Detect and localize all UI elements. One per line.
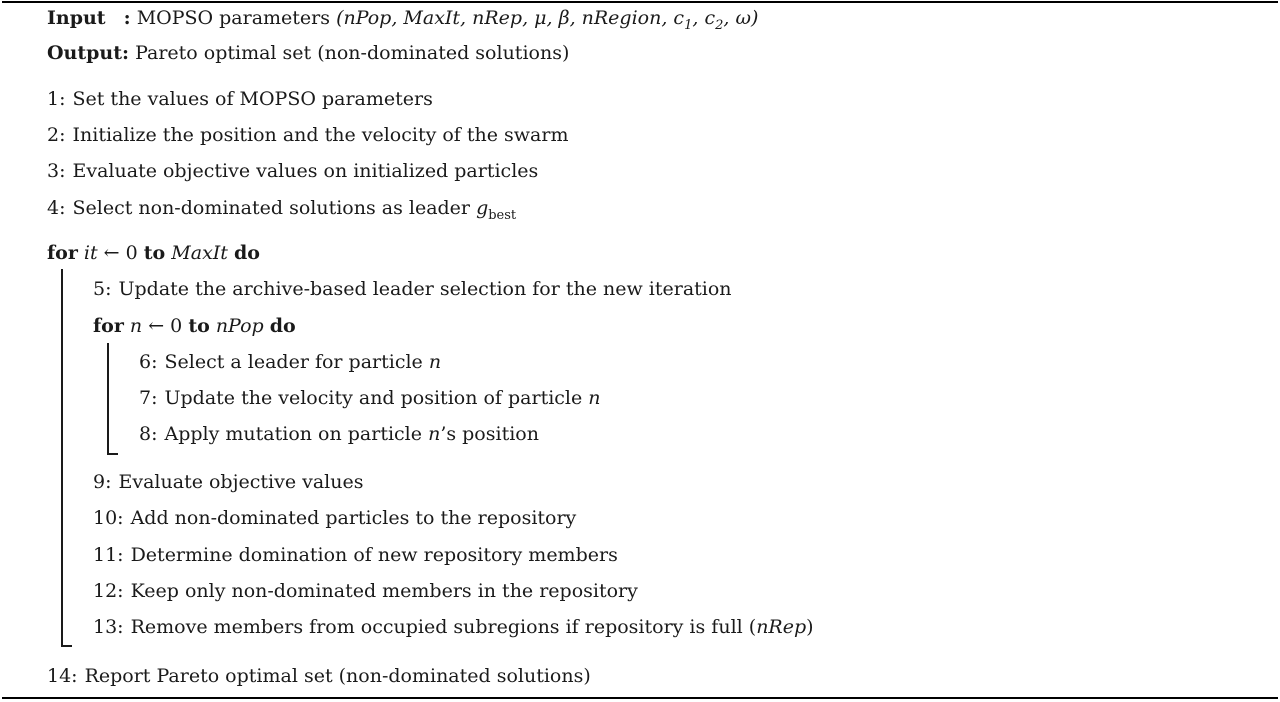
inner-loop-foot (107, 453, 118, 455)
inner-for-line: for n ← 0 to nPop do (93, 315, 296, 337)
gbest-symbol: $g_{best}$ (476, 197, 517, 223)
step-14: 14: Report Pareto optimal set (non-dominated solutions) (47, 665, 591, 687)
output-line (47, 41, 569, 65)
step-3: 3: Evaluate objective values on initialized particles (47, 160, 539, 182)
input-label: Input (47, 7, 106, 29)
input-line (47, 6, 759, 33)
input-params: (nPop, MaxIt, nRep, μ, β, nRegion, $c_1$, $c_2$, ω) (336, 7, 759, 33)
step-13: 13: Remove members from occupied subregions if repository is full (nRep) (93, 616, 814, 638)
step-10: 10: Add non-dominated particles to the repository (93, 507, 577, 529)
input-colon: : (123, 7, 131, 29)
step-6: 6: Select a leader for particle n (139, 351, 442, 373)
step-9: 9: Evaluate objective values (93, 471, 364, 493)
output-label: Output: (47, 42, 130, 64)
step-7: 7: Update the velocity and position of particle n (139, 387, 601, 409)
top-rule (2, 1, 1278, 3)
step-2: 2: Initialize the position and the velocity of the swarm (47, 124, 569, 146)
input-text: MOPSO parameters (136, 7, 331, 29)
output-text: Pareto optimal set (non-dominated solutions) (135, 42, 570, 64)
outer-loop-foot (61, 645, 72, 647)
step-4: 4: Select non-dominated solutions as leader $g_{best}$ (47, 197, 517, 223)
outer-for-line: for it ← 0 to MaxIt do (47, 242, 260, 264)
step-12: 12: Keep only non-dominated members in the repository (93, 580, 638, 602)
step-11: 11: Determine domination of new repository members (93, 544, 618, 566)
bottom-rule (2, 697, 1278, 699)
inner-loop-bar (107, 343, 109, 454)
step-5: 5: Update the archive-based leader selection for the new iteration (93, 278, 732, 300)
step-8: 8: Apply mutation on particle n’s position (139, 423, 539, 445)
step-1: 1: Set the values of MOPSO parameters (47, 88, 433, 110)
outer-loop-bar (61, 269, 63, 646)
